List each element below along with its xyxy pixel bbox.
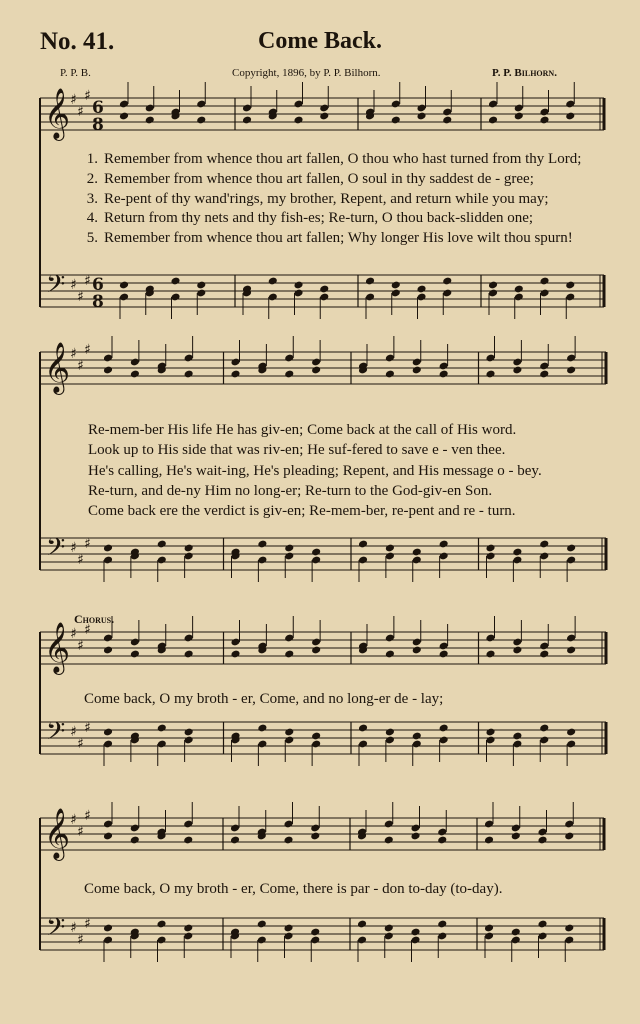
sharp-icon: ♯ <box>70 812 77 828</box>
sharp-icon: ♯ <box>77 932 84 948</box>
treble-clef-icon: 𝄞 <box>44 808 71 859</box>
sharp-icon: ♯ <box>70 540 77 556</box>
note-head <box>385 650 395 659</box>
note-head <box>566 728 576 737</box>
note-head <box>485 650 495 659</box>
note-head <box>284 544 294 553</box>
note-head <box>385 544 395 553</box>
note-head <box>311 646 321 655</box>
note-head <box>230 836 240 845</box>
note-head <box>311 366 321 375</box>
note-head <box>184 370 194 379</box>
verse-line: 5. Remember from whence thou art fallen; Why longer His love wilt thou spurn! <box>86 230 573 247</box>
note-head <box>358 540 368 549</box>
sharp-icon: ♯ <box>84 720 91 736</box>
sharp-icon: ♯ <box>70 277 77 293</box>
note-head <box>566 544 576 553</box>
note-head <box>119 112 129 121</box>
sharp-icon: ♯ <box>70 92 77 108</box>
note-head <box>385 728 395 737</box>
note-head <box>537 836 547 845</box>
note-head <box>357 920 367 929</box>
note-head <box>488 281 498 290</box>
note-head <box>103 924 113 933</box>
note-head <box>293 116 303 125</box>
note-head <box>284 650 294 659</box>
hymn-title: Come Back. <box>258 28 382 54</box>
sharp-icon: ♯ <box>77 824 84 840</box>
note-head <box>539 540 549 549</box>
note-head <box>284 370 294 379</box>
note-head <box>130 650 140 659</box>
note-head <box>442 116 452 125</box>
note-head <box>384 836 394 845</box>
note-head <box>257 920 267 929</box>
note-head <box>437 920 447 929</box>
note-head <box>103 366 113 375</box>
note-head <box>242 116 252 125</box>
treble-clef-icon: 𝄞 <box>44 342 71 393</box>
note-head <box>484 836 494 845</box>
note-head <box>412 646 422 655</box>
verse-line: 3. Re-pent of thy wand'rings, my brother, Repent, and return while you may; <box>86 190 549 207</box>
note-head <box>485 370 495 379</box>
music-credit: P. P. Bilhorn. <box>492 67 557 79</box>
note-head <box>539 650 549 659</box>
note-head <box>157 540 167 549</box>
time-signature-bottom: 8 <box>92 292 104 312</box>
verse-ending-line: Look up to His side that was riv-en; He suf-fered to save e - ven thee. <box>88 442 506 459</box>
sharp-icon: ♯ <box>84 622 91 638</box>
sharp-icon: ♯ <box>77 289 84 305</box>
note-head <box>230 650 240 659</box>
note-head <box>184 544 194 553</box>
note-head <box>284 728 294 737</box>
note-head <box>566 366 576 375</box>
note-head <box>439 370 449 379</box>
verse-ending-lines <box>88 420 542 521</box>
note-head <box>537 920 547 929</box>
note-head <box>391 116 401 125</box>
note-head <box>310 832 320 841</box>
sharp-icon: ♯ <box>70 626 77 642</box>
note-head <box>130 836 140 845</box>
verse-ending-line: Come back ere the verdict is giv-en; Re-mem-ber, re-pent and re - turn. <box>88 503 516 520</box>
note-head <box>539 277 549 286</box>
note-head <box>437 836 447 845</box>
note-head <box>170 277 180 286</box>
bass-clef-icon: 𝄢 <box>46 533 66 568</box>
note-head <box>119 281 129 290</box>
note-head <box>539 116 549 125</box>
sharp-icon: ♯ <box>84 273 91 289</box>
note-head <box>183 836 193 845</box>
sharp-icon: ♯ <box>77 104 84 120</box>
note-head <box>485 728 495 737</box>
time-signature-top: 6 <box>92 275 104 295</box>
note-head <box>412 548 422 557</box>
note-head <box>512 366 522 375</box>
note-head <box>410 832 420 841</box>
sharp-icon: ♯ <box>84 916 91 932</box>
note-head <box>564 924 574 933</box>
treble-clef-icon: 𝄞 <box>44 88 71 139</box>
note-head <box>358 724 368 733</box>
note-head <box>319 285 329 294</box>
note-head <box>488 116 498 125</box>
note-head <box>103 646 113 655</box>
note-head <box>514 285 524 294</box>
note-head <box>184 728 194 737</box>
note-head <box>539 370 549 379</box>
sharp-icon: ♯ <box>77 736 84 752</box>
sharp-icon: ♯ <box>77 358 84 374</box>
note-head <box>439 540 449 549</box>
note-head <box>391 281 401 290</box>
note-head <box>283 836 293 845</box>
note-head <box>385 370 395 379</box>
note-head <box>145 116 155 125</box>
treble-clef-icon: 𝄞 <box>44 622 71 673</box>
note-head <box>156 920 166 929</box>
sharp-icon: ♯ <box>70 724 77 740</box>
note-head <box>103 832 113 841</box>
sharp-icon: ♯ <box>84 342 91 358</box>
note-head <box>539 724 549 733</box>
note-head <box>442 277 452 286</box>
note-head <box>512 732 522 741</box>
note-head <box>268 277 278 286</box>
note-head <box>365 277 375 286</box>
note-head <box>412 366 422 375</box>
note-head <box>511 928 521 937</box>
time-signature-bottom: 8 <box>92 115 104 135</box>
note-head <box>416 112 426 121</box>
note-head <box>512 548 522 557</box>
note-head <box>311 548 321 557</box>
note-head <box>511 832 521 841</box>
note-head <box>512 646 522 655</box>
verse-ending-line: He's calling, He's wait-ing, He's pleading; Repent, and His message o - bey. <box>88 462 542 479</box>
sharp-icon: ♯ <box>84 536 91 552</box>
sharp-icon: ♯ <box>84 808 91 824</box>
verse-lines <box>74 150 581 249</box>
note-head <box>184 650 194 659</box>
note-head <box>439 724 449 733</box>
note-head <box>565 112 575 121</box>
sharp-icon: ♯ <box>70 346 77 362</box>
note-head <box>157 724 167 733</box>
note-head <box>439 650 449 659</box>
sharp-icon: ♯ <box>77 638 84 654</box>
note-head <box>565 281 575 290</box>
note-head <box>257 724 267 733</box>
note-head <box>566 646 576 655</box>
note-head <box>484 924 494 933</box>
chorus-lyric-line-1: Come back, O my broth - er, Come, and no long-er de - lay; <box>84 691 444 707</box>
hymn-number: No. 41. <box>40 28 115 55</box>
verse-line: 4. Return from thy nets and thy fish-es; Re-turn, O thou back-slidden one; <box>86 210 534 227</box>
bass-clef-icon: 𝄢 <box>46 270 66 305</box>
note-head <box>293 281 303 290</box>
note-head <box>311 732 321 741</box>
note-head <box>130 370 140 379</box>
bass-clef-icon: 𝄢 <box>46 717 66 752</box>
note-head <box>196 281 206 290</box>
note-head <box>103 544 113 553</box>
note-head <box>257 540 267 549</box>
note-head <box>310 928 320 937</box>
note-head <box>183 924 193 933</box>
note-head <box>384 924 394 933</box>
verse-ending-line: Re-turn, and de-ny Him no long-er; Re-turn to the God-giv-en Son. <box>88 482 493 499</box>
note-head <box>283 924 293 933</box>
note-head <box>196 116 206 125</box>
time-signature-top: 6 <box>92 98 104 118</box>
sharp-icon: ♯ <box>70 920 77 936</box>
note-head <box>103 728 113 737</box>
note-head <box>564 832 574 841</box>
note-head <box>416 285 426 294</box>
chorus-lyric-line-2: Come back, O my broth - er, Come, there is par - don to-day (to-day). <box>84 881 503 897</box>
verse-ending-line: Re-mem-ber His life He has giv-en; Come back at the call of His word. <box>88 422 517 438</box>
sharp-icon: ♯ <box>84 88 91 104</box>
chorus-label: Chorus. <box>74 612 115 626</box>
note-head <box>319 112 329 121</box>
sharp-icon: ♯ <box>77 552 84 568</box>
copyright-notice: Copyright, 1896, by P. P. Bilhorn. <box>232 67 381 79</box>
bass-clef-icon: 𝄢 <box>46 913 66 948</box>
verse-line: 1. Remember from whence thou art fallen, O thou who hast turned from thy Lord; <box>86 151 582 167</box>
words-credit: P. P. B. <box>60 67 91 79</box>
note-head <box>412 732 422 741</box>
verse-line: 2. Remember from whence thou art fallen, O soul in thy saddest de - gree; <box>86 170 534 187</box>
note-head <box>230 370 240 379</box>
note-head <box>410 928 420 937</box>
note-head <box>485 544 495 553</box>
note-head <box>514 112 524 121</box>
